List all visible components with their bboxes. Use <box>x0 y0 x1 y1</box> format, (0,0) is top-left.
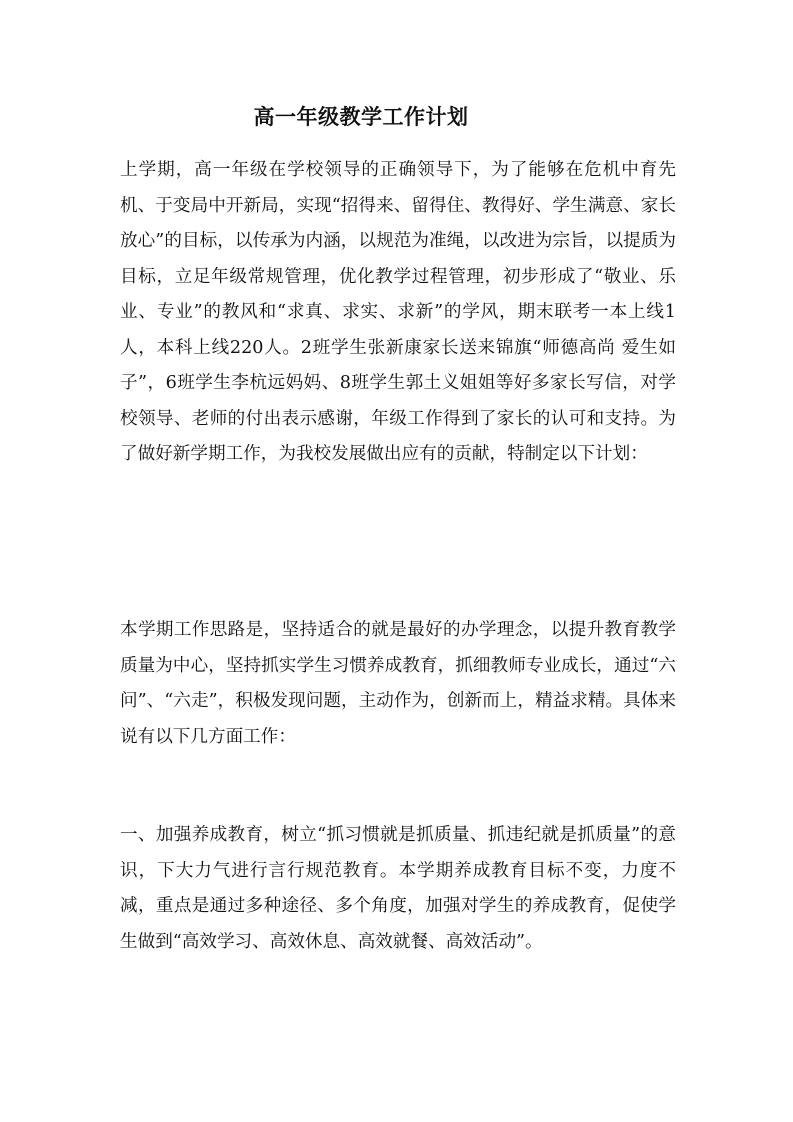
document-title: 高一年级教学工作计划 <box>253 104 469 129</box>
paragraph-habit-education: 一、加强养成教育，树立“抓习惯就是抓质量、抓违纪就是抓质量”的意识，下大力气进行言行规范教育。本学期养成教育目标不变，力度不减，重点是通过多种途径、多个角度，加强对学生的养成教育，促使学生做到“高效学习、高效休息、高效就餐、高效活动”。 <box>120 825 676 952</box>
paragraph-work-approach: 本学期工作思路是，坚持适合的就是最好的办学理念，以提升教育教学质量为中心，坚持抓实学生习惯养成教育，抓细教师专业成长，通过“六问”、“六走”，积极发现问题，主动作为，创新而上，精益求精。具体来说有以下几方面工作： <box>120 620 676 747</box>
paragraph-intro: 上学期，高一年级在学校领导的正确领导下，为了能够在危机中育先机、于变局中开新局，实现“招得来、留得住、教得好、学生满意、家长放心”的目标，以传承为内涵，以规范为准绳，以改进为宗旨，以提质为目标，立足年级常规管理，优化教学过程管理，初步形成了“敬业、乐业、专业”的教风和“求真、求实、求新”的学风，期末联考一本上线1人，本科上线220人。2班学生张新康家长送来锦旗“师德高尚 爱生如子”，6班学生李杭远妈妈、8班学生郭土义姐姐等好多家长写信，对学校领导、老师的付出表示感谢，年级工作得到了家长的认可和支持。为了做好新学期工作，为我校发展做出应有的贡献，特制定以下计划： <box>120 160 676 464</box>
